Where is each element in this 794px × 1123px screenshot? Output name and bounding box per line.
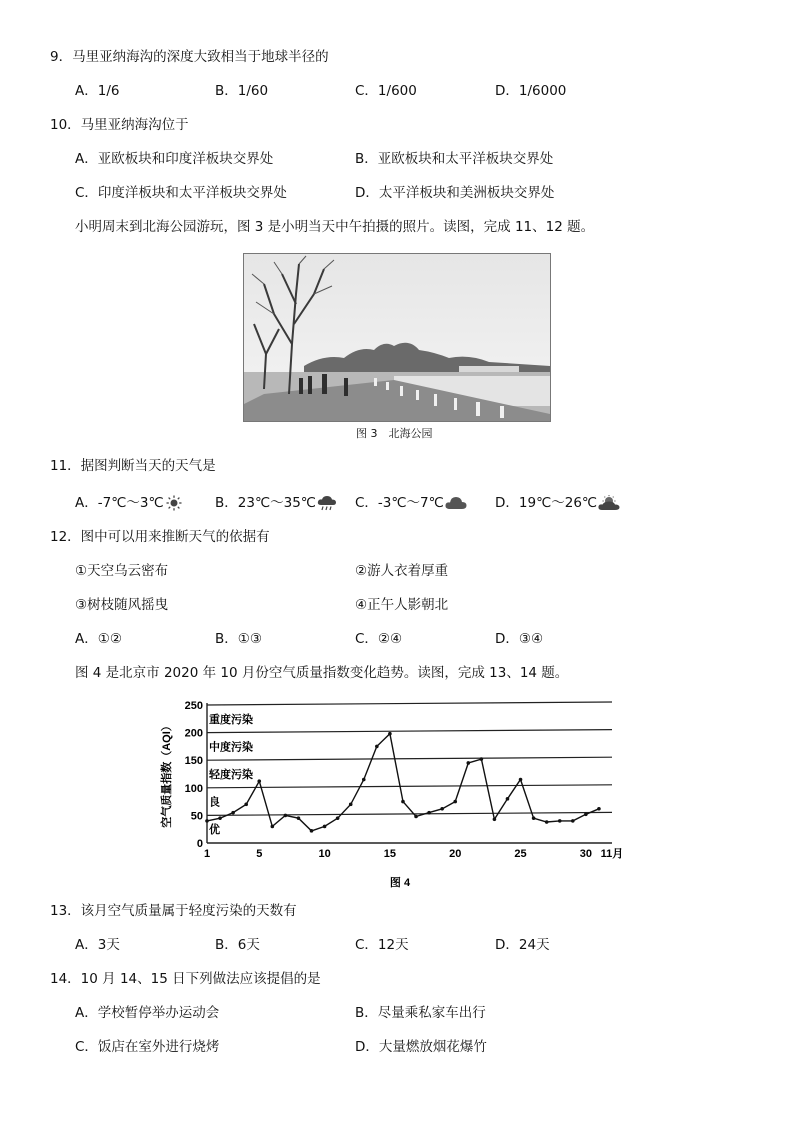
figure3-caption: 图 3 北海公园 [356, 427, 433, 440]
q10-option-a: A．亚欧板块和印度洋板块交界处 [75, 151, 274, 167]
aqi-data-point [205, 819, 209, 823]
x-tick-label: 1 [203, 848, 211, 860]
aqi-data-point [401, 800, 405, 804]
aqi-data-point [284, 814, 288, 818]
aqi-data-point [362, 778, 366, 782]
aqi-data-point [323, 825, 327, 829]
band-label: 重度污染 [209, 713, 253, 726]
aqi-line-chart [150, 695, 635, 895]
q9-option-a: A．1/6 [75, 83, 120, 99]
x-tick-label: 25 [514, 848, 527, 860]
aqi-data-point [375, 745, 379, 749]
aqi-data-point [453, 800, 457, 804]
x-tick-label: 5 [256, 848, 263, 860]
q14-stem: 14．10 月 14、15 日下列做法应该提倡的是 [50, 971, 321, 987]
x-tick-label: 30 [579, 848, 592, 860]
q12-statement-3: ③树枝随风摇曳 [75, 597, 169, 613]
aqi-data-point [558, 819, 562, 823]
q12-option-a: A．①② [75, 631, 122, 647]
q13-option-c: C．12天 [355, 937, 409, 953]
aqi-data-point [388, 732, 392, 736]
band-label: 优 [209, 824, 220, 837]
beihai-park-photo-image [244, 254, 550, 421]
q9-option-c: C．1/600 [355, 83, 417, 99]
aqi-data-point [336, 816, 340, 820]
q14-option-d: D．大量燃放烟花爆竹 [355, 1039, 487, 1055]
aqi-data-point [310, 829, 314, 833]
aqi-data-point [257, 779, 261, 783]
aqi-data-point [519, 778, 523, 782]
aqi-data-point [584, 812, 588, 816]
aqi-data-point [532, 816, 536, 820]
aqi-data-point [571, 819, 575, 823]
q10-option-b: B．亚欧板块和太平洋板块交界处 [355, 151, 554, 167]
figure4-caption: 图 4 [389, 877, 411, 889]
intro-13-14: 图 4 是北京市 2020 年 10 月份空气质量指数变化趋势。读图，完成 13、14 题。 [75, 665, 569, 681]
band-label: 轻度污染 [209, 769, 253, 781]
y-tick-label: 200 [184, 727, 203, 740]
band-line-150 [207, 757, 612, 760]
sunny-icon [165, 495, 183, 511]
y-tick-label: 50 [190, 810, 203, 823]
q9-option-d: D．1/6000 [495, 83, 567, 99]
x-tick-label: 10 [318, 848, 331, 860]
aqi-data-point [414, 815, 418, 819]
q10-stem: 10．马里亚纳海沟位于 [50, 117, 189, 133]
x-tick-label: 15 [383, 848, 397, 860]
aqi-data-point [231, 811, 235, 815]
q11-option-d [495, 494, 620, 512]
q11-option-a [75, 494, 183, 512]
band-line-100 [207, 785, 612, 788]
q10-option-d: D．太平洋板块和美洲板块交界处 [355, 185, 555, 201]
sun-behind-cloud-icon [598, 495, 620, 511]
figure3-photo [243, 253, 551, 422]
q12-statement-1: ①天空乌云密布 [75, 563, 169, 579]
q13-option-d: D．24天 [495, 937, 550, 953]
x-tick-label: 20 [449, 848, 462, 860]
aqi-data-point [427, 811, 431, 815]
q14-option-b: B．尽量乘私家车出行 [355, 1005, 486, 1021]
aqi-data-point [244, 803, 248, 807]
q14-option-c: C．饭店在室外进行烧烤 [75, 1039, 220, 1055]
q10-option-c: C．印度洋板块和太平洋板块交界处 [75, 185, 287, 201]
y-tick-label: 150 [184, 755, 203, 768]
q12-statement-2: ②游人衣着厚重 [355, 563, 449, 579]
q11-option-c-text: C．-3℃～7℃ [355, 495, 444, 511]
aqi-data-point [493, 817, 497, 821]
q11-option-b-text: B．23℃～35℃ [215, 495, 316, 511]
band-line-200 [207, 730, 612, 733]
cloudy-icon [445, 495, 467, 511]
intro-11-12: 小明周末到北海公园游玩，图 3 是小明当天中午拍摄的照片。读图，完成 11、12 题。 [75, 219, 595, 235]
q11-option-d-text: D．19℃～26℃ [495, 495, 598, 511]
q13-option-b: B．6天 [215, 937, 260, 953]
q12-stem: 12．图中可以用来推断天气的依据有 [50, 529, 270, 545]
y-tick-label: 100 [184, 782, 203, 795]
band-label: 中度污染 [209, 741, 253, 754]
aqi-data-point [545, 820, 549, 824]
aqi-data-point [466, 761, 470, 765]
aqi-data-point [218, 816, 222, 820]
q11-option-b [215, 494, 337, 512]
y-tick-label: 0 [196, 838, 203, 850]
q11-stem: 11．据图判断当天的天气是 [50, 458, 216, 474]
x-tick-label: 11月 [600, 848, 624, 860]
aqi-data-point [440, 807, 444, 811]
aqi-data-point [271, 825, 275, 829]
y-tick-label: 250 [184, 700, 203, 712]
q13-stem: 13．该月空气质量属于轻度污染的天数有 [50, 903, 297, 919]
q12-option-d: D．③④ [495, 631, 544, 647]
y-axis-label: 空气质量指数（AQI） [161, 720, 173, 828]
q12-statement-4: ④正午人影朝北 [355, 597, 449, 613]
figure4-chart [150, 695, 635, 895]
aqi-data-point [349, 803, 353, 807]
q9-option-b: B．1/60 [215, 83, 269, 99]
aqi-series-line [207, 734, 599, 831]
aqi-data-point [480, 757, 484, 761]
q14-option-a: A．学校暂停举办运动会 [75, 1005, 220, 1021]
band-line-250 [207, 702, 612, 705]
aqi-data-point [597, 807, 601, 811]
band-label: 良 [209, 796, 220, 809]
aqi-data-point [506, 797, 510, 801]
q12-option-b: B．①③ [215, 631, 262, 647]
rain-icon [317, 495, 337, 511]
aqi-data-point [297, 816, 301, 820]
q11-option-c [355, 494, 467, 512]
q12-option-c: C．②④ [355, 631, 403, 647]
q11-option-a-text: A．-7℃～3℃ [75, 495, 164, 511]
q9-stem: 9．马里亚纳海沟的深度大致相当于地球半径的 [50, 49, 329, 65]
q13-option-a: A．3天 [75, 937, 120, 953]
